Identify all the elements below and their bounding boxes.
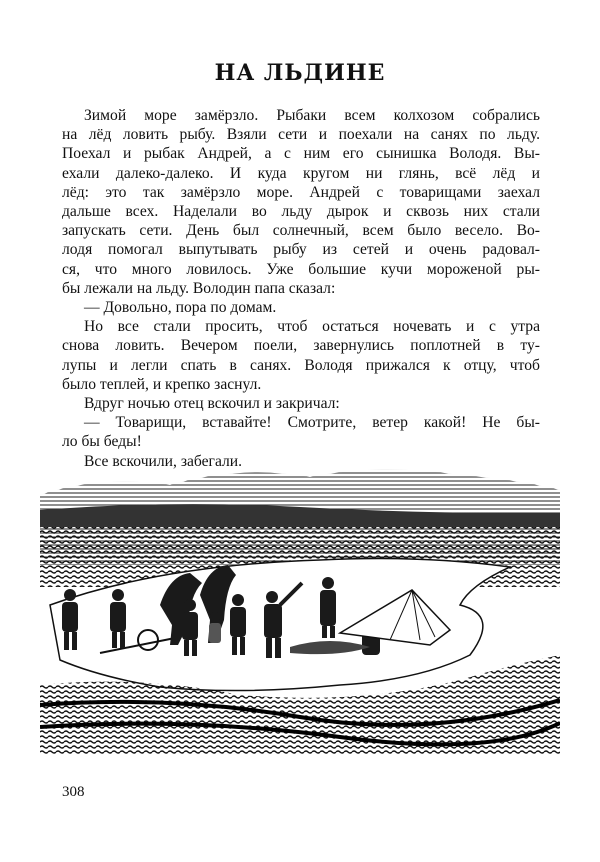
text-line: — Довольно, пора по домам.: [84, 299, 277, 317]
text-line: Все вскочили, забегали.: [84, 452, 243, 470]
page-number: 308: [62, 784, 85, 800]
text-line: лёд: это так замёрзло море. Андрей с товарищами заехал: [62, 183, 540, 201]
page-title: НА ЛЬДИНЕ: [214, 60, 386, 86]
text-line: ся, что много ловилось. Уже большие кучи мороженой ры-: [62, 260, 540, 278]
text-line: было теплей, и крепко заснул.: [62, 375, 262, 393]
text-line: Вдруг ночью отец вскочил и закричал:: [84, 395, 340, 413]
text-line: запускать сети. День был солнечный, всем было весело. Во-: [62, 222, 540, 240]
text-line: Но все стали просить, чтоб остаться ночевать и с утра: [84, 318, 540, 336]
text-line: снова ловить. Вечером поели, завернулись поплотней в ту-: [62, 337, 540, 355]
text-line: дальше всех. Наделали во льду дырок и сквозь них стали: [62, 203, 540, 221]
illustration-ice-floe: [40, 455, 560, 755]
text-line: лупы и легли спать в санях. Володя прижался к отцу, чтоб: [62, 356, 540, 374]
text-line: Зимой море замёрзло. Рыбаки всем колхозом собрались: [84, 107, 540, 124]
text-line: на лёд ловить рыбу. Взяли сети и поехали на санях по льду.: [62, 126, 540, 144]
text-line: лодя помогал выпутывать рыбу из сетей и очень радовал-: [62, 241, 540, 259]
text-line: бы лежали на льду. Володин папа сказал:: [62, 279, 336, 297]
text-line: ло бы беды!: [62, 433, 142, 451]
text-line: ехали далеко-далеко. И куда кругом ни глянь, всё лёд и: [62, 164, 540, 182]
text-line: Поехал и рыбак Андрей, а с ним его сынишка Володя. Вы-: [62, 145, 540, 163]
story-text: [62, 106, 540, 471]
text-line: — Товарищи, вставайте! Смотрите, ветер какой! Не бы-: [84, 414, 540, 432]
